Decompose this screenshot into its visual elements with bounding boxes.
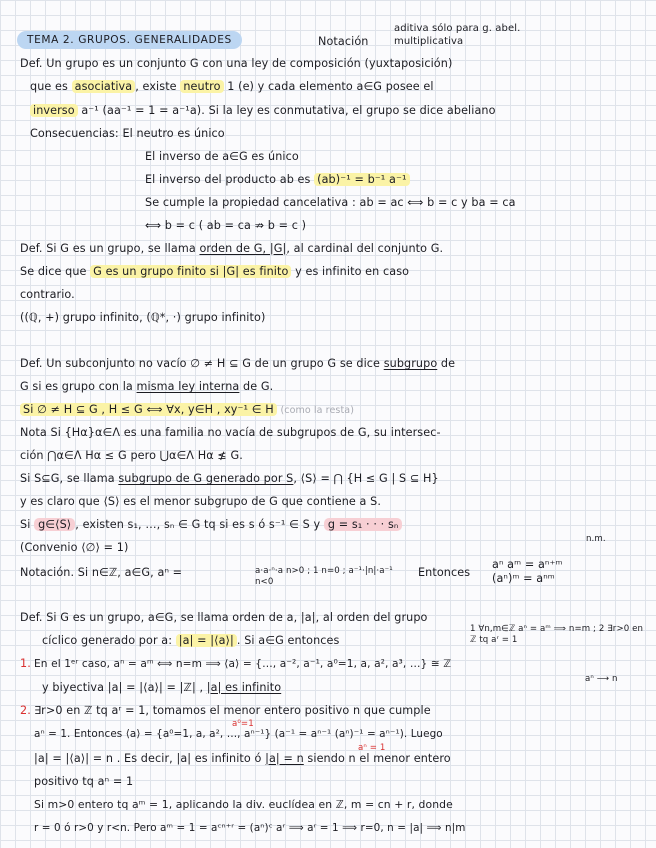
product-subscript: n.m. xyxy=(586,534,606,544)
highlight-inverse-product: (ab)⁻¹ = b⁻¹ a⁻¹ xyxy=(314,173,409,186)
case-2-line-3: |a| = |⟨a⟩| = n . Es decir, |a| es infinito ó |a| = n siendo n el menor entero xyxy=(34,752,451,765)
consequences-line-1: Consecuencias: El neutro es único xyxy=(30,127,225,140)
power-cases: a·a·ⁿ·a n>0 ; 1 n=0 ; a⁻¹·|n|·a⁻¹ n<0 xyxy=(255,566,393,587)
highlight-g-product: g = s₁ · · · sₙ xyxy=(324,518,403,531)
note-line-1: Nota Si {Hα}α∈Λ es una familia no vacía de subgrupos de G, su intersec- xyxy=(20,426,441,439)
case-1-map: aⁿ ⟶ n xyxy=(585,674,618,684)
notation-multiplicative: multiplicativa xyxy=(394,36,464,47)
def-subgroup-line-1: Def. Un subconjunto no vacío ∅ ≠ H ⊆ G de un grupo G se dice subgrupo de xyxy=(20,357,456,370)
consequences-line-3: El inverso del producto ab es (ab)⁻¹ = b⁻¹ a⁻¹ xyxy=(145,173,410,187)
order-cases: 1 ∀n,m∈ℤ aⁿ = aᵐ ⟹ n=m ; 2 ∃r>0 en ℤ tq aʳ = 1 xyxy=(470,624,644,645)
power-rule-1: aⁿ aᵐ = aⁿ⁺ᵐ xyxy=(492,558,563,571)
def-order-line-1: Def. Si G es un grupo, se llama orden de G, |G|, al cardinal del conjunto G. xyxy=(20,242,444,255)
def-order-line-2: Se dice que G es un grupo finito si |G| es finito y es infinito en caso xyxy=(20,265,410,278)
convention-line: (Convenio ⟨∅⟩ = 1) xyxy=(20,541,129,554)
power-notation: Notación. Si n∈ℤ, a∈G, aⁿ = xyxy=(20,566,183,579)
cancellation-line-2: ⟺ b = c ( ab = ca ⇏ b = c ) xyxy=(145,219,307,232)
highlight-asociativa: asociativa xyxy=(72,80,136,93)
case-2-number: 2. xyxy=(20,704,31,717)
note-line-2: ción ⋂α∈Λ Hα ≤ G pero ⋃α∈Λ Hα ≰ G. xyxy=(20,449,243,462)
underline-generated: subgrupo de G generado por S xyxy=(118,472,294,485)
def-group-line-1: Def. Un grupo es un conjunto G con una ley de composición (yuxtaposición) xyxy=(20,57,453,70)
generated-subgroup-line-2: y es claro que ⟨S⟩ es el menor subgrupo de G que contiene a S. xyxy=(20,495,381,508)
underline-order-n: |a| = n xyxy=(265,752,304,765)
def-elem-order-line-2: cíclico generado por a: |a| = |⟨a⟩| . Si a∈G entonces xyxy=(42,634,340,647)
case-2-red-note-1: a⁰=1 xyxy=(232,719,254,729)
notation-label: Notación xyxy=(318,35,369,48)
generated-element-line: Si g∈⟨S⟩ , existen s₁, …, sₙ ∈ G tq si es s ó s⁻¹ ∈ S y g = s₁ · · · sₙ xyxy=(20,518,402,532)
underline-misma-ley: misma ley interna xyxy=(136,380,240,393)
def-subgroup-line-2: G si es grupo con la misma ley interna de G. xyxy=(20,380,274,393)
divisibility-line-1: Si m>0 entero tq aᵐ = 1, aplicando la div. euclídea en ℤ, m = cn + r, donde xyxy=(34,798,453,811)
highlight-inverso: inverso xyxy=(30,104,78,117)
highlight-g-in-S: g∈⟨S⟩ xyxy=(34,518,75,531)
case-2-line-2: aⁿ = 1. Entonces ⟨a⟩ = {a⁰=1, a, a², …, aⁿ⁻¹} (a⁻¹ = aⁿ⁻¹ (aⁿ)⁻¹ = aⁿ⁻¹). Luego xyxy=(34,728,443,740)
subgroup-criterion xyxy=(20,403,354,418)
notation-additive: aditiva sólo para g. abel. xyxy=(394,23,521,34)
power-rule-2: (aⁿ)ᵐ = aⁿᵐ xyxy=(492,572,555,585)
highlight-elem-order: |a| = |⟨a⟩| xyxy=(176,634,237,647)
criterion-note: (como la resta) xyxy=(280,405,355,416)
case-2-red-note-2: aⁿ = 1 xyxy=(358,743,386,753)
underline-orden: orden de G, |G| xyxy=(199,242,287,255)
underline-infinite: |a| es infinito xyxy=(206,681,282,694)
def-order-line-3: contrario. xyxy=(20,288,75,301)
underline-subgrupo: subgrupo xyxy=(383,357,438,370)
cancellation-line-1: Se cumple la propiedad cancelativa : ab = ac ⟺ b = c y ba = ca xyxy=(145,196,516,209)
highlight-finite-group: G es un grupo finito si |G| es finito xyxy=(90,265,291,278)
case-2-line-4: positivo tq aⁿ = 1 xyxy=(34,775,134,788)
highlight-subgroup-criterion: Si ∅ ≠ H ⊆ G , H ≤ G ⟺ ∀x, y∈H , xy⁻¹ ∈ H xyxy=(20,403,277,416)
case-1-number: 1. xyxy=(20,657,31,670)
consequences-line-2: El inverso de a∈G es único xyxy=(145,150,299,163)
case-1-line-2: y biyectiva |a| = |⟨a⟩| = |ℤ| , |a| es infinito xyxy=(42,681,282,694)
then-label: Entonces xyxy=(418,566,471,579)
def-elem-order-line-1: Def. Si G es un grupo, a∈G, se llama orden de a, |a|, al orden del grupo xyxy=(20,611,428,624)
highlight-neutro: neutro xyxy=(180,80,223,93)
page-title: TEMA 2. GRUPOS. GENERALIDADES xyxy=(17,31,242,49)
def-group-line-2: que es asociativa , existe neutro 1 (e) y cada elemento a∈G posee el xyxy=(30,80,434,93)
case-2-line-1: ∃r>0 en ℤ tq aʳ = 1, tomamos el menor entero positivo n que cumple xyxy=(34,704,431,717)
def-group-line-3: inverso a⁻¹ (aa⁻¹ = 1 = a⁻¹a). Si la ley es conmutativa, el grupo se dice abeliano xyxy=(30,104,496,118)
divisibility-line-2: r = 0 ó r>0 y r<n. Pero aᵐ = 1 = aᶜⁿ⁺ʳ = (aⁿ)ᶜ aʳ ⟹ aʳ = 1 ⟹ r=0, n = |a| ⟹ n|m xyxy=(34,822,466,834)
case-1-line-1: En el 1ᵉʳ caso, aⁿ = aᵐ ⟺ n=m ⟹ ⟨a⟩ = {…, a⁻², a⁻¹, a⁰=1, a, a², a³, …} ≅ ℤ xyxy=(34,658,452,670)
def-order-example: ((ℚ, +) grupo infinito, (ℚ*, ·) grupo infinito) xyxy=(20,311,266,324)
generated-subgroup-line-1: Si S⊆G, se llama subgrupo de G generado por S, ⟨S⟩ = ⋂ {H ≤ G | S ⊆ H} xyxy=(20,472,439,485)
